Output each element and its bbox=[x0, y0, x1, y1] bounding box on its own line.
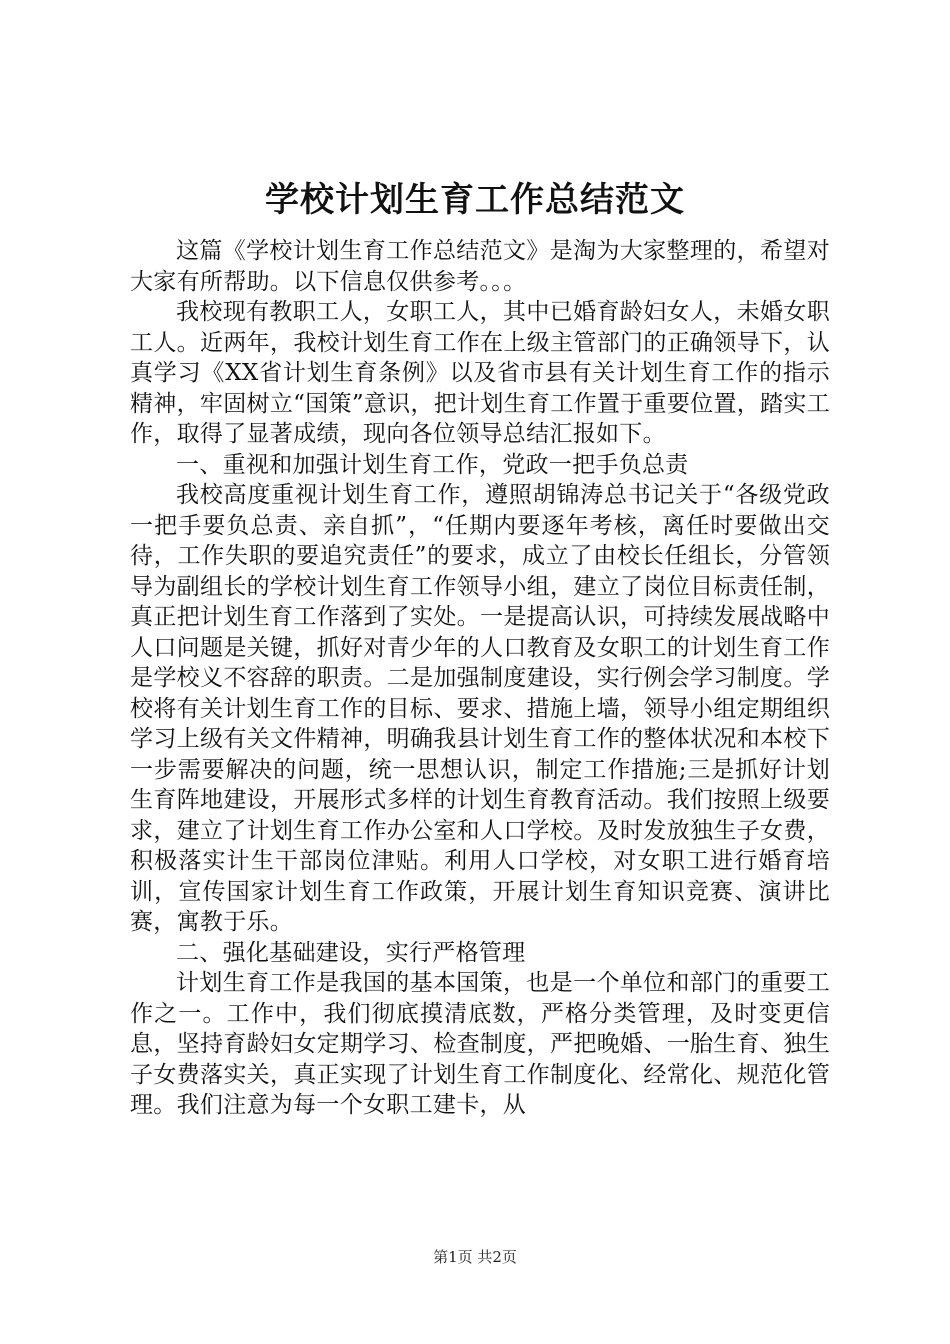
section-2-paragraph: 计划生育工作是我国的基本国策，也是一个单位和部门的重要工作之一。工作中，我们彻底摸清底数，严格分类管理，及时变更信息，坚持育龄妇女定期学习、检查制度，严把晚婚、一胎生育、独生子女费落实关，真正实现了计划生育工作制度化、经常化、规范化管理。我们注意为每一个女职工建卡，从 bbox=[130, 970, 830, 1118]
intro-paragraph: 这篇《学校计划生育工作总结范文》是淘为大家整理的，希望对大家有所帮助。以下信息仅供参考。。。 bbox=[130, 238, 830, 295]
section-heading-1: 一、重视和加强计划生育工作，党政一把手负总责 bbox=[176, 451, 689, 478]
overview-paragraph: 我校现有教职工人，女职工人，其中已婚育龄妇女人，未婚女职工人。近两年，我校计划生育工作在上级主管部门的正确领导下，认真学习《XX省计划生育条例》以及省市县有关计划生育工作的指示精神，牢固树立“国策”意识，把计划生育工作置于重要位置，踏实工作，取得了显著成绩，现向各位领导总结汇报如下。 bbox=[130, 299, 830, 447]
document-title: 学校计划生育工作总结范文 bbox=[265, 180, 685, 220]
document-body bbox=[130, 236, 830, 1121]
section-1-paragraph: 我校高度重视计划生育工作，遵照胡锦涛总书记关于“各级党政一把手要负总责、亲自抓”，“任期内要逐年考核，离任时要做出交待，工作失职的要追究责任”的要求，成立了由校长任组长，分管领导为副组长的学校计划生育工作领导小组，建立了岗位目标责任制，真正把计划生育工作落到了实处。一是提高认识，可持续发展战略中人口问题是关键，抓好对青少年的人口教育及女职工的计划生育工作是学校义不容辞的职责。二是加强制度建设，实行例会学习制度。学校将有关计划生育工作的目标、要求、措施上墙，领导小组定期组织学习上级有关文件精神，明确我县计划生育工作的整体状况和本校下一步需要解决的问题，统一思想认识，制定工作措施;三是抓好计划生育阵地建设，开展形式多样的计划生育教育活动。我们按照上级要求，建立了计划生育工作办公室和人口学校。及时发放独生子女费，积极落实计生干部岗位津贴。利用人口学校，对女职工进行婚育培训，宣传国家计划生育工作政策，开展计划生育知识竞赛、演讲比赛，寓教于乐。 bbox=[130, 482, 830, 935]
section-heading-2: 二、强化基础建设，实行严格管理 bbox=[176, 939, 526, 966]
page-number-footer: 第1页 共2页 bbox=[433, 1248, 517, 1266]
